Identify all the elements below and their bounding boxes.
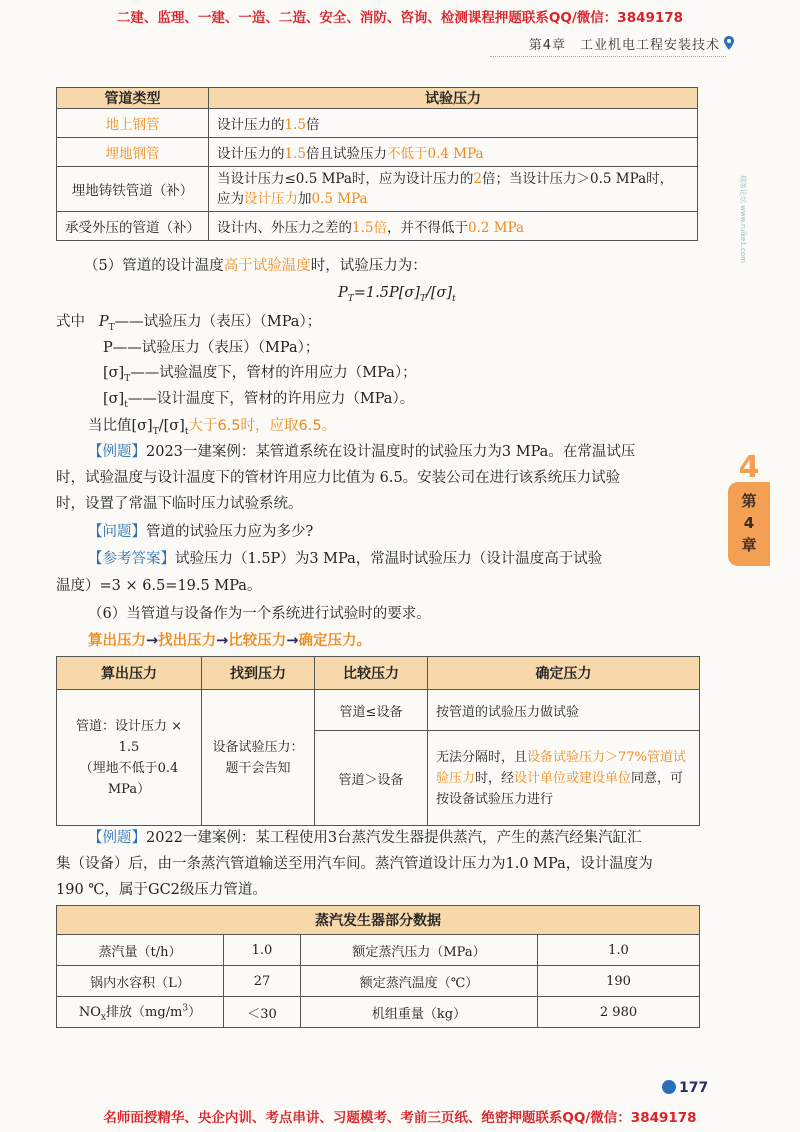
chapter-number: 4 [738,450,760,485]
pipe-type: 承受外压的管道（补） [57,212,209,241]
definition-line: $[\sigma]_t——$设计温度下，管材的许用应力（MPa）。 [103,391,415,410]
para-5: （5）管道的设计温度高于试验温度时，试验压力为： [84,258,427,274]
table-row [57,690,700,731]
cell: 2 980 [538,997,700,1028]
definition-line: $[\sigma]_T——$试验温度下，管材的许用应力（MPa）； [103,365,417,384]
chapter-side-tab [728,450,770,566]
bottom-banner: 名师面授精华、央企内训、考点串讲、习题模考、考前三页纸、绝密押题联系QQ/微信：3849178 [103,1110,697,1126]
table-row [57,935,700,966]
table-header: 算出压力 [57,657,202,690]
ratio-note: 当比值$[\sigma]_T/[\sigma]_t$大于6.5时，应取6.5。 [88,418,337,437]
cell: 1.0 [538,935,700,966]
table-row [57,167,698,212]
compare-cell: 管道≤设备 [315,690,428,731]
pipe-type: 埋地铸铁管道（补） [57,167,209,212]
system-test-table [56,656,700,826]
page-dot-icon [662,1080,676,1094]
cell: $NO_x$排放$(mg/m^3)$ [57,997,224,1028]
location-pin-icon [724,36,734,50]
example-2-line: 集（设备）后，由一条蒸汽管道输送至用汽车间。蒸汽管道设计压力为1.0 MPa，设计温度为 [56,856,653,872]
table-row [57,997,700,1028]
table-title: 蒸汽发生器部分数据 [57,906,700,935]
top-banner: 二建、监理、一建、一造、二造、安全、消防、咨询、检测课程押题联系QQ/微信：3849178 [116,10,684,26]
question: 【问题】管道的试验压力应为多少? [88,524,314,540]
watermark: 瑞客论坛 www.ruike1.com [739,175,747,263]
cell: 机组重量（kg） [301,997,538,1028]
pressure-cell: 设计压力的1.5倍且试验压力不低于0.4 MPa [209,138,698,167]
table-header: 试验压力 [209,88,698,109]
cell: 锅内水容积（L） [57,966,224,997]
para-6: （6）当管道与设备作为一个系统进行试验时的要求。 [88,606,431,622]
find-cell: 设备试验压力： 题干会告知 [202,690,315,826]
table-header: 比较压力 [315,657,428,690]
cell: 额定蒸汽温度（℃） [301,966,538,997]
pressure-cell: 当设计压力≤0.5 MPa时，应为设计压力的2倍；当设计压力＞0.5 MPa时， 应为设计压力加0.5 MPa [209,167,698,212]
result-cell: 按管道的试验压力做试验 [428,690,700,731]
result-cell: 无法分隔时，且设备试验压力＞77%管道试验压力时，经设计单位或建设单位同意，可按设备试验压力进行 [428,731,700,826]
example-1-line: 时，设置了常温下临时压力试验系统。 [56,496,303,512]
definitions: 式中 $P_T——$试验压力（表压）（MPa）； [56,314,322,333]
cell: 蒸汽量（t/h） [57,935,224,966]
pipe-type: 地上钢管 [57,109,209,138]
cell: 额定蒸汽压力（MPa） [301,935,538,966]
pressure-cell: 设计内、外压力之差的1.5倍，并不得低于0.2 MPa [209,212,698,241]
table-row [57,212,698,241]
pressure-cell: 设计压力的1.5倍 [209,109,698,138]
calc-cell: 管道：设计压力 × 1.5 （埋地不低于0.4 MPa） [57,690,202,826]
pipe-type: 埋地钢管 [57,138,209,167]
table-header: 确定压力 [428,657,700,690]
table-row [57,109,698,138]
test-pressure-table [56,87,698,241]
cell: ＜30 [224,997,301,1028]
cell: 27 [224,966,301,997]
cell: 1.0 [224,935,301,966]
table-row [57,138,698,167]
compare-cell: 管道＞设备 [315,731,428,826]
header-divider [490,56,726,57]
table-header: 管道类型 [57,88,209,109]
chapter-header: 第4章 工业机电工程安装技术 [528,38,720,53]
example-2-line: 190 ℃，属于GC2级压力管道。 [56,882,267,898]
formula: $P_T=1.5P[\sigma]_T/[\sigma]_t$ [338,285,456,304]
answer-line: 温度）=3 × 6.5=19.5 MPa。 [56,578,262,594]
table-row [57,966,700,997]
page-number: 177 [662,1080,708,1096]
answer: 【参考答案】试验压力（1.5P）为3 MPa，常温时试验压力（设计温度高于试验 [88,551,603,567]
example-1: 【例题】2023一建案例：某管道系统在设计温度时的试验压力为3 MPa。在常温试压 [88,444,636,460]
steam-generator-table [56,905,700,1028]
table-header: 找到压力 [202,657,315,690]
definition-line: P——试验压力（表压）（MPa）； [103,340,320,356]
example-1-line: 时，试验温度与设计温度下的管材许用应力比值为 6.5。安装公司在进行该系统压力试验 [56,470,621,486]
example-2: 【例题】2022一建案例：某工程使用3台蒸汽发生器提供蒸汽，产生的蒸汽经集汽缸汇 [88,830,642,846]
chapter-label: 第 4 章 [741,492,757,554]
cell: 190 [538,966,700,997]
flow-steps: 算出压力→找出压力→比较压力→确定压力。 [88,633,371,649]
